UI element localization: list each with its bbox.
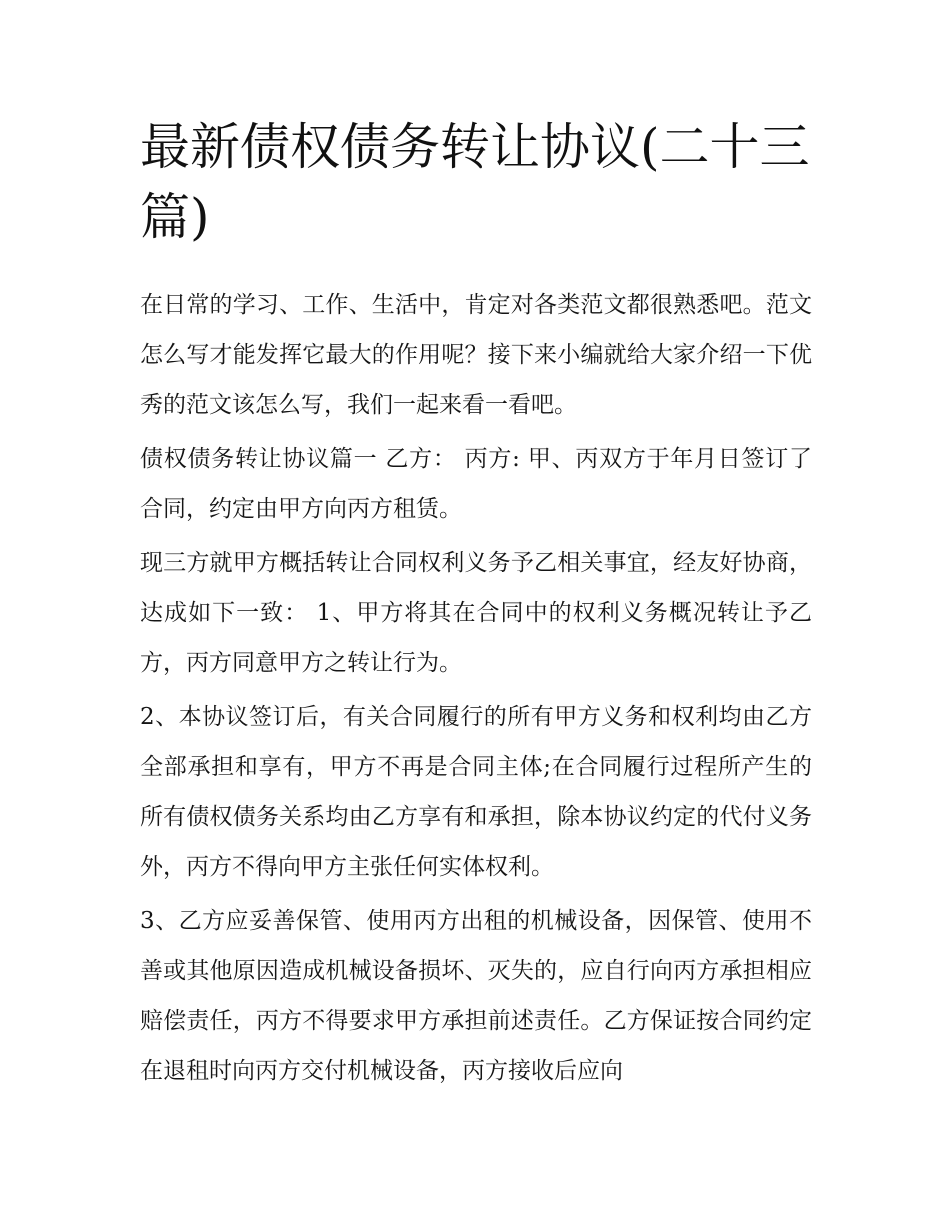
paragraph-clause-2: 2、本协议签订后，有关合同履行的所有甲方义务和权利均由乙方全部承担和享有，甲方不再是合同主体;在合同履行过程所产生的所有债权债务关系均由乙方享有和承担，除本协议约定的代付义务外，丙方不得向甲方主张任何实体权利。 <box>140 704 812 880</box>
paragraph-intro: 在日常的学习、工作、生活中，肯定对各类范文都很熟悉吧。范文怎么写才能发挥它最大的作用呢？接下来小编就给大家介绍一下优秀的范文该怎么写，我们一起来看一看吧。 <box>140 292 812 418</box>
document-body <box>140 280 812 1096</box>
document-page <box>140 112 812 1100</box>
paragraph-parties: 债权债务转让协议篇一 乙方： 丙方: 甲、丙双方于年月日签订了合同，约定由甲方向丙方租赁。 <box>140 446 812 522</box>
document-title: 最新债权债务转让协议(二十三篇) <box>140 118 810 246</box>
paragraph-clause-1: 现三方就甲方概括转让合同权利义务予乙相关事宜，经友好协商，达成如下一致： 1、甲方将其在合同中的权利义务概况转让予乙方，丙方同意甲方之转让行为。 <box>140 550 812 676</box>
paragraph-clause-3: 3、乙方应妥善保管、使用丙方出租的机械设备，因保管、使用不善或其他原因造成机械设备损坏、灭失的，应自行向丙方承担相应赔偿责任，丙方不得要求甲方承担前述责任。乙方保证按合同约定在退租时向丙方交付机械设备，丙方接收后应向 <box>140 908 812 1084</box>
